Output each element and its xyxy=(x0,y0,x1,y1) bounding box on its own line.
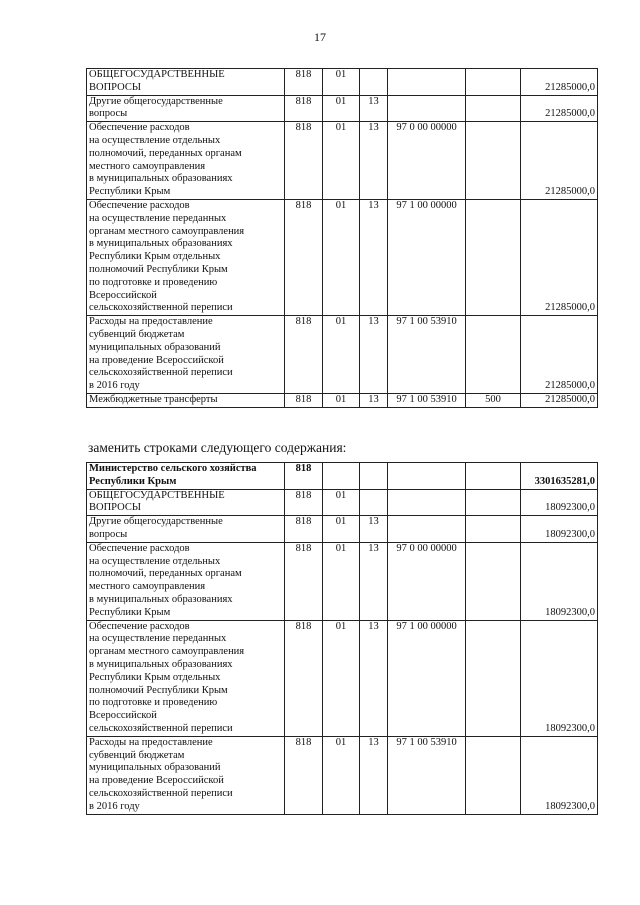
cell-csr xyxy=(388,463,466,490)
cell-name: Обеспечение расходов на осуществление переданных органам местного самоуправления в муниципальных образованиях Республики Крым отдельных полномочий Республики Крым по подготовке и проведению Всероссийской сельскохозяйственной переписи xyxy=(87,620,285,736)
cell-name: Другие общегосударственные вопросы xyxy=(87,95,285,122)
cell-csr: 97 1 00 53910 xyxy=(388,736,466,814)
table-row xyxy=(87,542,598,620)
cell-sum: 18092300,0 xyxy=(521,489,598,516)
cell-name: ОБЩЕГОСУДАРСТВЕННЫЕ ВОПРОСЫ xyxy=(87,69,285,96)
cell-csr: 97 0 00 00000 xyxy=(388,542,466,620)
cell-csr: 97 1 00 00000 xyxy=(388,620,466,736)
cell-vr xyxy=(466,542,521,620)
cell-rz: 01 xyxy=(323,316,360,394)
cell-ved: 818 xyxy=(285,463,323,490)
table-row xyxy=(87,316,598,394)
cell-vr xyxy=(466,489,521,516)
cell-pr: 13 xyxy=(360,316,388,394)
cell-sum: 18092300,0 xyxy=(521,736,598,814)
cell-vr: 500 xyxy=(466,393,521,407)
cell-pr: 13 xyxy=(360,95,388,122)
cell-ved: 818 xyxy=(285,69,323,96)
table-row xyxy=(87,69,598,96)
cell-rz: 01 xyxy=(323,122,360,200)
cell-pr xyxy=(360,463,388,490)
cell-ved: 818 xyxy=(285,122,323,200)
cell-rz: 01 xyxy=(323,516,360,543)
table-row xyxy=(87,122,598,200)
cell-name: ОБЩЕГОСУДАРСТВЕННЫЕ ВОПРОСЫ xyxy=(87,489,285,516)
cell-vr xyxy=(466,736,521,814)
cell-rz: 01 xyxy=(323,542,360,620)
cell-sum: 3301635281,0 xyxy=(521,463,598,490)
table-row xyxy=(87,199,598,315)
cell-vr xyxy=(466,316,521,394)
cell-sum: 21285000,0 xyxy=(521,69,598,96)
cell-sum: 21285000,0 xyxy=(521,316,598,394)
cell-pr: 13 xyxy=(360,542,388,620)
cell-rz: 01 xyxy=(323,489,360,516)
cell-pr: 13 xyxy=(360,620,388,736)
table-row xyxy=(87,736,598,814)
cell-name: Межбюджетные трансферты xyxy=(87,393,285,407)
cell-name: Обеспечение расходов на осуществление отдельных полномочий, переданных органам местного самоуправления в муниципальных образованиях Республики Крым xyxy=(87,542,285,620)
page-number: 17 xyxy=(314,30,326,44)
table-row xyxy=(87,489,598,516)
cell-ved: 818 xyxy=(285,393,323,407)
cell-ved: 818 xyxy=(285,199,323,315)
cell-pr: 13 xyxy=(360,516,388,543)
cell-ved: 818 xyxy=(285,95,323,122)
cell-vr xyxy=(466,199,521,315)
cell-vr xyxy=(466,620,521,736)
cell-rz: 01 xyxy=(323,95,360,122)
cell-csr xyxy=(388,516,466,543)
cell-vr xyxy=(466,122,521,200)
cell-sum: 18092300,0 xyxy=(521,620,598,736)
table-row xyxy=(87,393,598,407)
table-row xyxy=(87,516,598,543)
cell-vr xyxy=(466,95,521,122)
cell-vr xyxy=(466,69,521,96)
cell-pr: 13 xyxy=(360,393,388,407)
cell-csr: 97 1 00 53910 xyxy=(388,393,466,407)
cell-csr xyxy=(388,489,466,516)
budget-table-replacement xyxy=(86,462,598,815)
cell-pr: 13 xyxy=(360,122,388,200)
cell-sum: 18092300,0 xyxy=(521,542,598,620)
cell-rz: 01 xyxy=(323,736,360,814)
cell-sum: 21285000,0 xyxy=(521,199,598,315)
cell-ved: 818 xyxy=(285,542,323,620)
cell-name: Обеспечение расходов на осуществление отдельных полномочий, переданных органам местного самоуправления в муниципальных образованиях Республики Крым xyxy=(87,122,285,200)
cell-sum: 21285000,0 xyxy=(521,393,598,407)
cell-name: Обеспечение расходов на осуществление переданных органам местного самоуправления в муниципальных образованиях Республики Крым отдельных полномочий Республики Крым по подготовке и проведению Всероссийской сельскохозяйственной переписи xyxy=(87,199,285,315)
budget-table-original xyxy=(86,68,598,408)
cell-ved: 818 xyxy=(285,489,323,516)
cell-rz: 01 xyxy=(323,393,360,407)
table-row xyxy=(87,620,598,736)
table-row xyxy=(87,463,598,490)
cell-rz: 01 xyxy=(323,69,360,96)
cell-rz: 01 xyxy=(323,199,360,315)
cell-vr xyxy=(466,516,521,543)
cell-name: Министерство сельского хозяйства Республики Крым xyxy=(87,463,285,490)
cell-pr xyxy=(360,69,388,96)
cell-pr: 13 xyxy=(360,736,388,814)
cell-rz: 01 xyxy=(323,620,360,736)
cell-pr: 13 xyxy=(360,199,388,315)
cell-ved: 818 xyxy=(285,316,323,394)
table-row xyxy=(87,95,598,122)
cell-ved: 818 xyxy=(285,516,323,543)
cell-sum: 21285000,0 xyxy=(521,122,598,200)
cell-sum: 21285000,0 xyxy=(521,95,598,122)
cell-csr: 97 1 00 00000 xyxy=(388,199,466,315)
cell-name: Другие общегосударственные вопросы xyxy=(87,516,285,543)
cell-pr xyxy=(360,489,388,516)
cell-sum: 18092300,0 xyxy=(521,516,598,543)
cell-name: Расходы на предоставление субвенций бюджетам муниципальных образований на проведение Всероссийской сельскохозяйственной переписи в 2016 году xyxy=(87,736,285,814)
cell-csr: 97 1 00 53910 xyxy=(388,316,466,394)
cell-vr xyxy=(466,463,521,490)
cell-name: Расходы на предоставление субвенций бюджетам муниципальных образований на проведение Всероссийской сельскохозяйственной переписи в 2016 году xyxy=(87,316,285,394)
cell-rz xyxy=(323,463,360,490)
cell-ved: 818 xyxy=(285,620,323,736)
cell-csr xyxy=(388,69,466,96)
cell-csr: 97 0 00 00000 xyxy=(388,122,466,200)
replacement-caption: заменить строками следующего содержания: xyxy=(88,440,347,455)
cell-csr xyxy=(388,95,466,122)
cell-ved: 818 xyxy=(285,736,323,814)
